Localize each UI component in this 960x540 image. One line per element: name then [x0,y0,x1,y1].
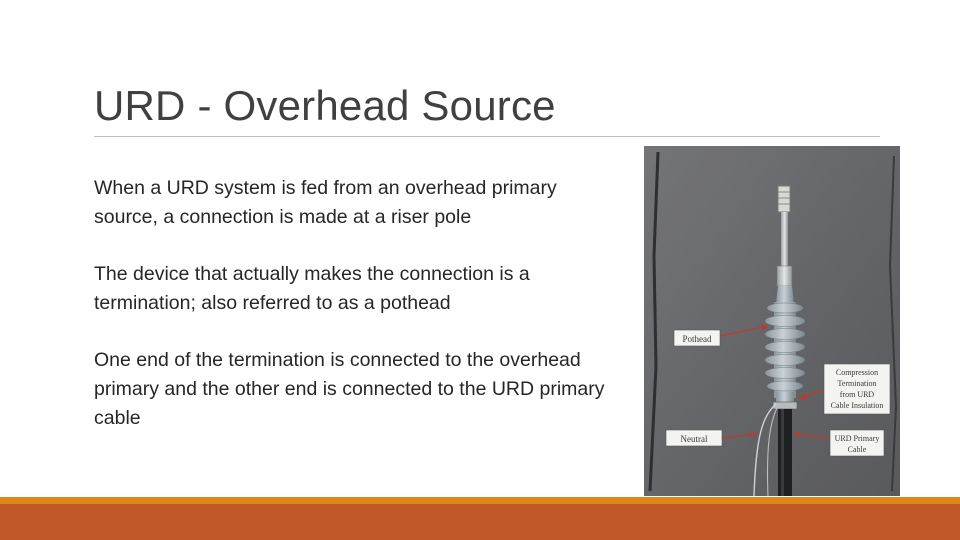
compression-label-line: Compression [835,368,879,377]
bullet-item: The device that actually makes the connection is a termination; also referred to as a pothead [94,263,530,314]
urd-cable-label-line: URD Primary [834,434,880,443]
bullet-item: When a URD system is fed from an overhead primary source, a connection is made at a riser pole [94,177,557,228]
compression-label-line: Cable Insulation [830,401,884,410]
neutral-label: Neutral [680,434,708,444]
pothead-illustration [644,146,900,496]
compression-label-line: from URD [839,390,875,399]
terminal-connector [778,186,790,212]
footer-accent-stripe [0,497,960,504]
bullet-list [94,174,624,461]
urd-cable-label-line: Cable [847,445,867,454]
bullet-item: One end of the termination is connected to the overhead primary and the other end is connected to the URD primary cable [94,349,605,429]
footer-bar [0,504,960,540]
slide-title: URD - Overhead Source [94,82,556,129]
pothead-photo [644,146,900,496]
metal-rod [781,212,788,268]
compression-label-line: Termination [837,379,877,388]
title-divider [94,136,880,137]
urd-cable [778,409,792,496]
pothead-label: Pothead [682,334,712,344]
